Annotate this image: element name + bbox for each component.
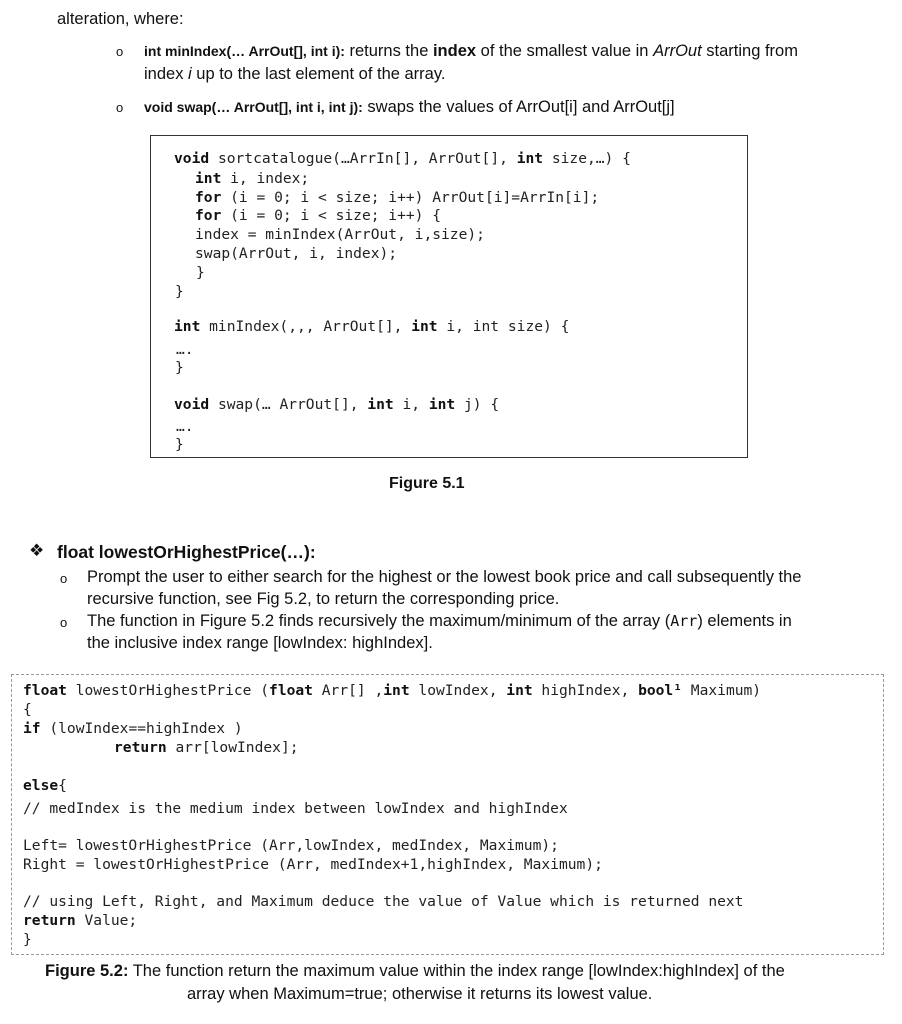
code-text: j) {: [455, 396, 500, 413]
section-bullet-2-line1: [87, 610, 792, 632]
desc-text: The function in Figure 5.2 finds recursively the maximum/minimum of the array (: [87, 612, 671, 630]
keyword: int: [506, 682, 533, 699]
caption-text: The function return the maximum value within the index range [lowIndex:highIndex] of the: [128, 962, 785, 980]
diamond-bullet-icon: ❖: [29, 541, 45, 560]
figure-5-2-caption-line2: array when Maximum=true; otherwise it returns its lowest value.: [187, 985, 653, 1003]
keyword: if: [23, 720, 41, 737]
code-line: }: [196, 264, 205, 281]
keyword: void: [174, 396, 210, 413]
code-line: ….: [176, 341, 194, 358]
keyword: for: [195, 207, 222, 224]
section-bullet-2-line2: the inclusive index range [lowIndex: highIndex].: [87, 634, 433, 652]
section-bullet-1-line2: recursive function, see Fig 5.2, to return the corresponding price.: [87, 590, 560, 608]
code-line: [174, 318, 569, 337]
code-line: swap(ArrOut, i, index);: [195, 245, 398, 262]
code-line: }: [23, 931, 32, 948]
desc-text: index: [144, 65, 189, 83]
code-text: Maximum): [682, 682, 762, 699]
code-comment: // using Left, Right, and Maximum deduce the value of Value which is returned next: [23, 893, 744, 910]
code-text: Value;: [75, 912, 138, 929]
desc-text: ) elements in: [697, 612, 792, 630]
keyword: int: [195, 170, 222, 187]
code-text: Arr[] ,: [312, 682, 384, 699]
keyword: int: [174, 318, 201, 335]
keyword: void: [174, 150, 210, 167]
code-text: arr[lowIndex];: [166, 739, 299, 756]
code-text: i,: [393, 396, 429, 413]
figure-5-1-caption: Figure 5.1: [389, 475, 465, 492]
section-title: float lowestOrHighestPrice(…):: [57, 542, 316, 562]
keyword: bool¹: [638, 682, 683, 699]
code-line: [195, 207, 441, 226]
keyword: else: [23, 777, 59, 794]
desc-text: up to the last element of the array.: [191, 65, 446, 83]
caption-label: Figure 5.2:: [45, 962, 129, 980]
keyword: int: [367, 396, 394, 413]
code-text: size,…) {: [543, 150, 631, 167]
keyword: return: [114, 739, 167, 756]
minindex-signature: int minIndex(… ArrOut[], int i):: [144, 43, 345, 59]
minindex-description: [144, 40, 798, 62]
code-text: i, int size) {: [437, 318, 570, 335]
code-line: [23, 682, 761, 701]
intro-text: alteration, where:: [57, 10, 184, 28]
swap-signature: void swap(… ArrOut[], int i, int j):: [144, 99, 363, 115]
desc-italic: ArrOut: [653, 42, 702, 60]
inline-code: Arr: [670, 612, 698, 630]
keyword: for: [195, 189, 222, 206]
code-text: sortcatalogue(…ArrIn[], ArrOut[],: [209, 150, 517, 167]
code-text: highIndex,: [532, 682, 639, 699]
code-line: Right = lowestOrHighestPrice (Arr, medIndex+1,highIndex, Maximum);: [23, 856, 603, 873]
code-line: [174, 396, 499, 415]
code-line: [23, 777, 67, 796]
code-text: i, index;: [221, 170, 310, 187]
code-text: (i = 0; i < size; i++) ArrOut[i]=ArrIn[i];: [221, 189, 600, 206]
code-line: [195, 170, 309, 189]
code-text: {: [58, 777, 67, 794]
figure-5-2-caption-line1: [45, 960, 785, 982]
code-line: }: [175, 283, 184, 300]
code-text: swap(… ArrOut[],: [209, 396, 368, 413]
bullet-marker: o: [60, 615, 68, 630]
keyword: return: [23, 912, 76, 929]
code-line: }: [175, 436, 184, 453]
code-line: }: [175, 359, 184, 376]
desc-text: swaps the values of ArrOut[i] and ArrOut[j]: [362, 98, 675, 116]
code-line: index = minIndex(ArrOut, i,size);: [195, 226, 485, 243]
keyword: int: [428, 396, 456, 413]
code-line: [174, 150, 631, 169]
code-text: lowIndex,: [409, 682, 507, 699]
bullet-marker: o: [116, 100, 124, 115]
code-line: {: [23, 701, 32, 718]
code-text: (i = 0; i < size; i++) {: [221, 207, 442, 224]
section-bullet-1-line1: Prompt the user to either search for the highest or the lowest book price and call subsequently the: [87, 568, 802, 586]
desc-text: of the smallest value in: [476, 42, 654, 60]
keyword: float: [269, 682, 313, 699]
desc-bold: index: [432, 42, 477, 60]
code-line: Left= lowestOrHighestPrice (Arr,lowIndex, medIndex, Maximum);: [23, 837, 559, 854]
code-line: [195, 189, 599, 208]
desc-italic: i: [188, 65, 192, 83]
keyword: int: [516, 150, 544, 167]
code-text: (lowIndex==highIndex ): [40, 720, 243, 737]
code-line: ….: [176, 418, 194, 435]
desc-text: starting from: [701, 42, 798, 60]
swap-description: [144, 96, 675, 118]
code-line: [23, 912, 137, 931]
keyword: int: [383, 682, 410, 699]
code-text: lowestOrHighestPrice (: [66, 682, 270, 699]
code-line: [23, 720, 243, 739]
keyword: int: [411, 318, 438, 335]
keyword: float: [23, 682, 67, 699]
minindex-description-line2: [144, 63, 445, 85]
bullet-marker: o: [116, 44, 124, 59]
code-text: minIndex(,,, ArrOut[],: [200, 318, 412, 335]
code-comment: // medIndex is the medium index between lowIndex and highIndex: [23, 800, 568, 817]
code-line: [114, 739, 299, 758]
bullet-marker: o: [60, 571, 68, 586]
desc-text: returns the: [344, 42, 433, 60]
